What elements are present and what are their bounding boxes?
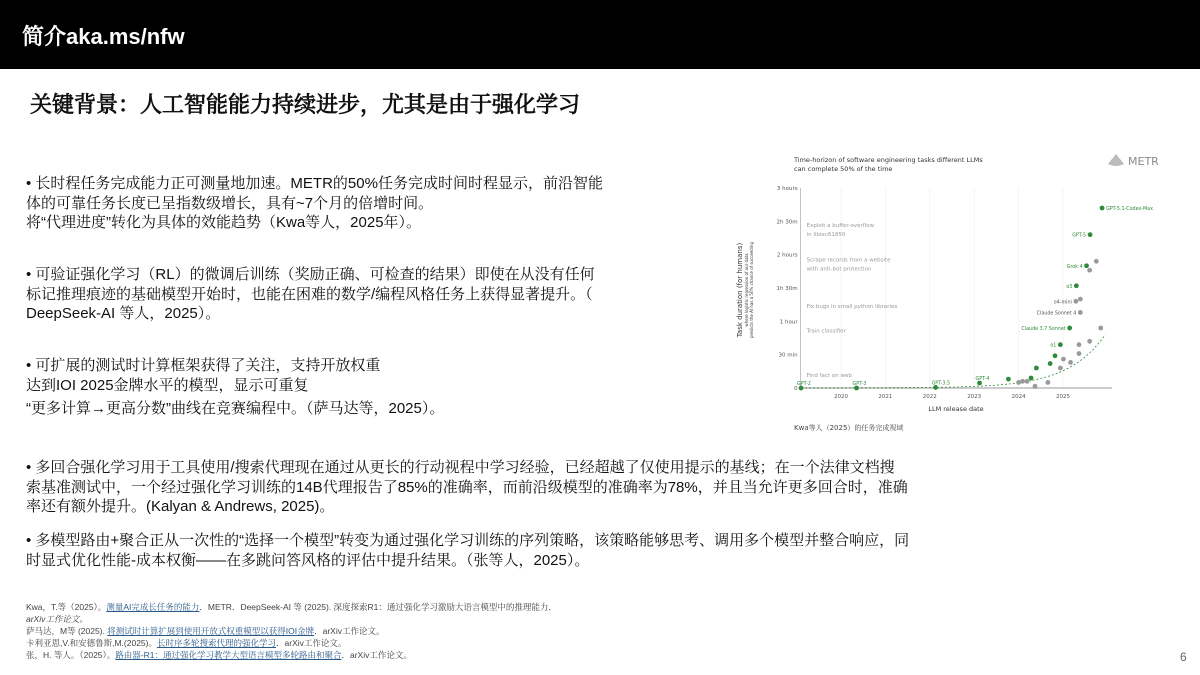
data-point-frontier (1088, 232, 1093, 237)
data-point-frontier (1034, 366, 1039, 371)
data-point-frontier (1006, 377, 1011, 382)
task-example-label: in libiec61850 (806, 231, 846, 238)
bullet-line: DeepSeek-AI 等人，2025）。 (26, 305, 221, 322)
reference-3: 卡利亚恩,V.和安德鲁斯,M.(2025)。长时序多轮搜索代理的强化学习．arXiv工作论文。 (26, 638, 347, 648)
data-point-other (1078, 310, 1083, 315)
data-point-frontier (1100, 206, 1105, 211)
reference-1-cont: arXiv工作论文。 (26, 614, 88, 624)
chart-caption: Kwa等人（2025）的任务完成视域 (794, 424, 904, 432)
data-point-other (1073, 299, 1078, 304)
reference-2: 萨马达，M等 (2025). 将测试时计算扩展到使用开放式权重模型以获得IOI金牌．arXiv工作论文。 (26, 626, 385, 636)
bullet-1 (26, 174, 603, 233)
data-point-frontier (1029, 376, 1034, 381)
point-label: Claude Sonnet 4 (1036, 311, 1077, 317)
data-point-other (1078, 297, 1083, 302)
data-point-frontier (1067, 326, 1072, 331)
y-axis-sublabel-2: predicts the AI has a 50% chance of succeeding (749, 241, 754, 339)
data-point-frontier (1084, 263, 1089, 268)
bullet-line: • 长时程任务完成能力正可测量地加速。METR的50%任务完成时间时程显示，前沿智能 (26, 175, 603, 192)
bullet-line: 率还有额外提升。(Kalyan & Andrews, 2025)。 (26, 498, 335, 515)
bullet-line: 索基准测试中，一个经过强化学习训练的14B代理报告了85%的准确率，而前沿级模型的准确率为78%，并且当允许更多回合时，准确 (26, 478, 908, 496)
data-point-other (1077, 351, 1082, 356)
bullet-line: “更多计算→更高分数”曲线在竞赛编程中。（萨马达等，2025）。 (26, 400, 445, 417)
bullet-2 (26, 265, 595, 324)
data-point-other (1025, 379, 1030, 384)
x-axis-label: LLM release date (928, 405, 984, 413)
task-example-label: Fix bugs in small python libraries (806, 304, 898, 310)
chart-title-line1: Time-horizon of software engineering tasks different LLMs (794, 156, 983, 164)
point-label: GPT-3 (852, 382, 867, 387)
data-point-frontier (1048, 361, 1053, 366)
bullet-line: 时显式优化性能-成本权衡——在多跳问答风格的评估中提升结果。（张等人，2025）。 (26, 551, 590, 569)
data-point-frontier (1074, 283, 1079, 288)
x-tick-label: 2023 (967, 394, 982, 400)
point-label: Grok 4 (1066, 264, 1083, 270)
metr-time-horizon-chart (730, 150, 1159, 440)
data-point-other (1046, 380, 1051, 385)
y-tick-label: 2h 30m (776, 219, 798, 226)
title-bar (0, 0, 1200, 69)
references (26, 601, 557, 661)
chart-title-line2: can complete 50% of the time (794, 165, 893, 173)
point-label: GPT-5.1-Codex-Max (1106, 207, 1153, 212)
task-example-label: Train classifier (806, 328, 846, 335)
y-axis-sublabel-1: where logistic regression of our data (744, 253, 749, 327)
y-axis-label: Task duration (for humans) (736, 242, 744, 338)
bullet-line: • 多回合强化学习用于工具使用/搜索代理现在通过从更长的行动视程中学习经验，已经超越了仅使用提示的基线；在一个法律文档搜 (26, 459, 895, 476)
slide-heading: 关键背景：人工智能能力持续进步，尤其是由于强化学习 (30, 92, 581, 117)
data-point-other (1020, 379, 1025, 384)
x-tick-label: 2025 (1056, 394, 1070, 400)
reference-link[interactable]: 测量AI完成长任务的能力 (106, 602, 200, 612)
data-point-other (1094, 259, 1099, 264)
reference-link[interactable]: 长时序多轮搜索代理的强化学习 (157, 638, 277, 648)
bullet-line: 标记推理痕迹的基础模型开始时，也能在困难的数学/编程风格任务上获得显著提升。（ (26, 285, 593, 303)
reference-4: 张，H. 等人。（2025）。路由器-R1：通过强化学习教学大型语言模型多轮路由和聚合．arXiv工作论文。 (26, 650, 412, 660)
point-label: GPT-5 (1072, 233, 1087, 239)
bullet-3 (26, 356, 444, 419)
point-label: GPT-3.5 (931, 381, 951, 387)
y-tick-label: 1h 30m (776, 286, 798, 292)
y-tick-label: 0 (794, 386, 798, 392)
point-label: o4-mini (1053, 300, 1072, 306)
data-point-other (1033, 384, 1038, 389)
bullet-line: 体的可靠任务长度已呈指数级增长，具有~7个月的倍增时间。 (26, 194, 434, 212)
data-point-other (1098, 326, 1103, 331)
task-example-label: Find fact on web (806, 372, 852, 379)
point-label: GPT-4 (975, 377, 990, 382)
bullet-line: 将“代理进度”转化为具体的效能趋势（Kwa等人，2025年）。 (26, 214, 422, 231)
reference-1: Kwa，T.等（2025）。测量AI完成长任务的能力．METR．DeepSeek-AI 等 (2025). 深度探索R1：通过强化学习激励大语言模型中的推理能力． (26, 602, 557, 612)
data-point-other (1087, 268, 1092, 273)
y-tick-label: 30 min (778, 352, 798, 359)
point-label: o1 (1050, 343, 1057, 349)
title-bar-text: 简介aka.ms/nfw (22, 24, 185, 49)
data-point-other (1058, 366, 1063, 371)
y-tick-label: 3 hours (776, 186, 798, 192)
bullet-4 (26, 458, 908, 517)
point-label: o3 (1066, 284, 1073, 290)
point-label: Claude 3.7 Sonnet (1021, 327, 1066, 332)
bullet-5 (26, 531, 909, 570)
bullet-line: • 可扩展的测试时计算框架获得了关注，支持开放权重 (26, 357, 381, 374)
x-tick-label: 2022 (922, 394, 937, 400)
x-tick-label: 2024 (1011, 394, 1026, 400)
task-example-label: Exploit a buffer-overflow (806, 222, 875, 229)
bullet-line: • 多模型路由+聚合正从一次性的“选择一个模型”转变为通过强化学习训练的序列策略，该策略能够思考、调用多个模型并整合响应，同 (26, 532, 910, 549)
data-point-frontier (1058, 342, 1063, 347)
page-number: 6 (1180, 650, 1187, 664)
x-tick-label: 2020 (834, 394, 848, 400)
svg-text:METR: METR (1128, 155, 1159, 168)
task-example-label: with anti-bot protection (806, 266, 872, 273)
reference-link[interactable]: 路由器-R1：通过强化学习教学大型语言模型多轮路由和聚合 (115, 650, 342, 660)
data-point-other (1077, 342, 1082, 347)
x-tick-label: 2021 (878, 394, 893, 400)
data-point-other (1061, 357, 1066, 362)
y-tick-label: 2 hours (776, 252, 798, 259)
data-point-other (1087, 339, 1092, 344)
reference-link[interactable]: 将测试时计算扩展到使用开放式权重模型以获得IOI金牌 (107, 626, 315, 636)
metr-logo (1108, 154, 1159, 168)
data-point-frontier (1053, 353, 1058, 358)
point-label: GPT-2 (797, 382, 811, 387)
y-tick-label: 1 hour (779, 319, 798, 326)
bullet-line: 达到IOI 2025金牌水平的模型，显示可重复 (26, 376, 309, 394)
data-point-other (1068, 360, 1073, 365)
bullet-line: • 可验证强化学习（RL）的微调后训练（奖励正确、可检查的结果）即使在从没有任何 (26, 266, 595, 283)
task-example-label: Scrape records from a website (806, 257, 891, 264)
